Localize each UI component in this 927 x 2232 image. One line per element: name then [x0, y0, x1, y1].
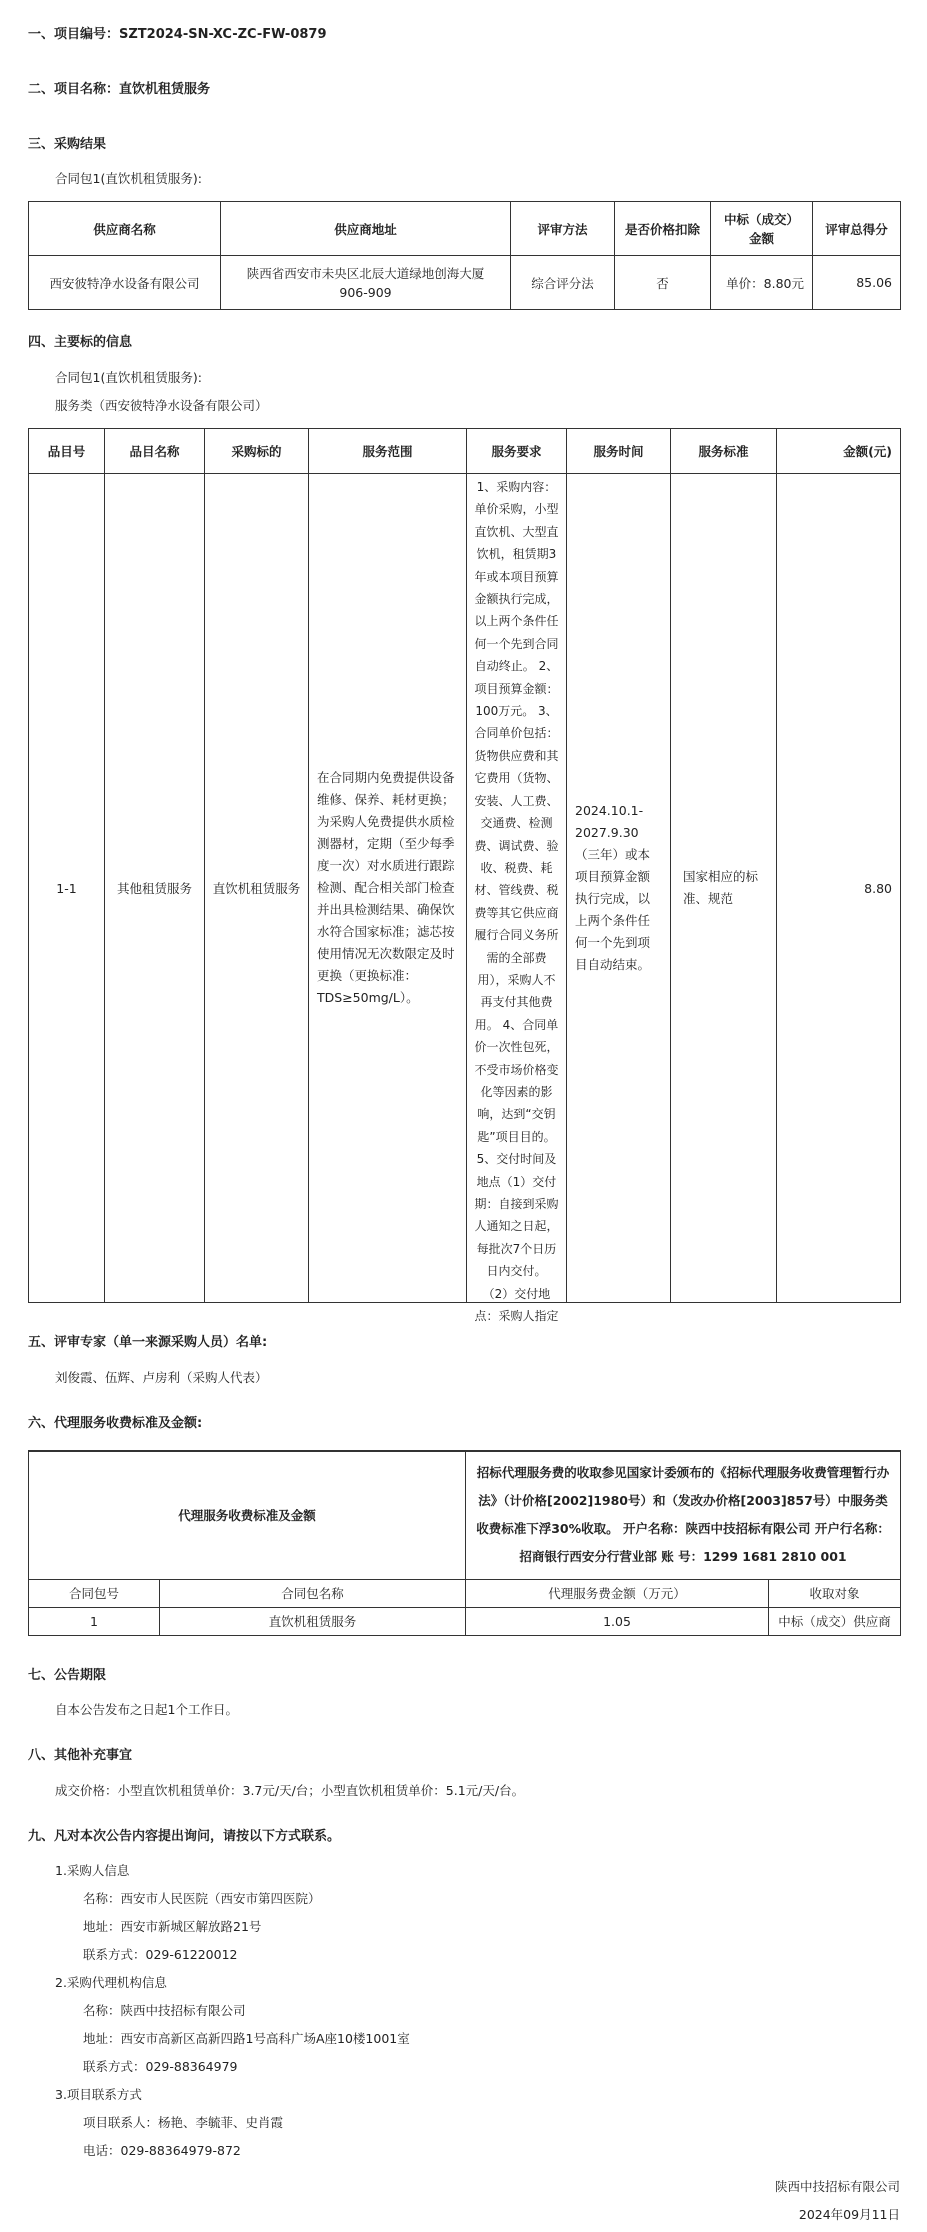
purchaser-name: 名称：西安市人民医院（西安市第四医院） [83, 1891, 321, 1906]
table-row: 1-1 其他租赁服务 直饮机租赁服务 在合同期内免费提供设备维修、保养、耗材更换；为采购人免费提供水质检测器材，定期（至少每季度一次）对水质进行跟踪检测、配合相关部门检查并出具检测结果、确保饮水符合国家标准；滤芯按使用情况无次数限定及时更换（更换标准：TDS≥50mg/L）。 1、采购内容：单价采购，小型直饮机、大型直饮机，租赁期3年或本项目预算金额执行完成，以上两个条件任何一个先到合同自动终止。 2、项目预算金额：100万元。 3、合同单价包括：货物供应费和其它费用（货物、安装、人工费、交通费、检测费、调试费、验收、税费、耗材、管线费、税费等其它供应商履行合同义务所需的全部费用），采购人不再支付其他费用。 4、合同单价一次性包死，不受市场价格变化等因素的影响，达到“交钥匙”项目目的。 5、交付时间及地点（1）交付期：自接到采购人通知之日起，每批次7个日历日内交付。 （2）交付地点：采购人指定 2024.10.1-2027.9.30（三年）或本项目预算金额执行完成，以上两个条件任何一个先到项目自动结束。 国家相应的标准、规范 8.80 [29, 474, 901, 1303]
footer-org: 陕西中技招标有限公司 [774, 2179, 900, 2194]
contract-package-label-2: 合同包1(直饮机租赁服务): [55, 370, 202, 385]
service-category: 服务类（西安彼特净水设备有限公司） [55, 398, 268, 413]
section-7-heading: 七、公告期限 [28, 1668, 107, 1683]
fee-standard-row: 代理服务收费标准及金额 招标代理服务费的收取参见国家计委颁布的《招标代理服务收费管理暂行办法》（计价格[2002]1980号）和（发改办价格[2003]857号）中服务类收费标准下浮30%收取。 开户名称：陕西中技招标有限公司 开户行名称：招商银行西安分行营业部 账 号：1299 1681 2810 001 [29, 1451, 901, 1579]
subject-table [28, 428, 901, 1324]
footer-date: 2024年09月11日 [798, 2207, 900, 2222]
contract-package-label: 合同包1(直饮机租赁服务): [55, 171, 202, 186]
purchaser-phone: 联系方式：029-61220012 [83, 1947, 238, 1962]
project-contact-person: 项目联系人：杨艳、李毓菲、史肖霞 [83, 2115, 284, 2130]
section-6-heading: 六、代理服务收费标准及金额: [28, 1416, 203, 1431]
supplementary-info: 成交价格：小型直饮机租赁单价：3.7元/天/台；小型直饮机租赁单价：5.1元/天/台。 [55, 1783, 525, 1798]
project-name: 二、项目名称：直饮机租赁服务 [28, 82, 211, 97]
table-header-row: 合同包号 合同包名称 代理服务费金额（万元） 收取对象 [29, 1579, 901, 1607]
table-row: 西安彼特净水设备有限公司 陕西省西安市未央区北辰大道绿地创海大厦906-909 综合评分法 否 单价：8.80元 85.06 [29, 256, 901, 310]
section-9-heading: 九、凡对本次公告内容提出询问，请按以下方式联系。 [28, 1829, 341, 1844]
section-3-heading: 三、采购结果 [28, 137, 107, 152]
project-number: 一、项目编号：SZT2024-SN-XC-ZC-FW-0879 [28, 27, 327, 42]
project-contact-phone: 电话：029-88364979-872 [83, 2143, 241, 2158]
agency-phone: 联系方式：029-88364979 [83, 2059, 238, 2074]
announcement-period: 自本公告发布之日起1个工作日。 [55, 1702, 238, 1717]
purchaser-address: 地址：西安市新城区解放路21号 [83, 1919, 262, 1934]
table-header-row: 品目号 品目名称 采购标的 服务范围 服务要求 服务时间 服务标准 金额(元) [29, 429, 901, 474]
section-5-heading: 五、评审专家（单一来源采购人员）名单: [28, 1335, 268, 1350]
purchaser-info-title: 1.采购人信息 [55, 1863, 130, 1878]
section-8-heading: 八、其他补充事宜 [28, 1748, 133, 1763]
table-row: 1 直饮机租赁服务 1.05 中标（成交）供应商 [29, 1607, 901, 1635]
project-contact-title: 3.项目联系方式 [55, 2087, 142, 2102]
table-header-row: 供应商名称 供应商地址 评审方法 是否价格扣除 中标（成交） 金额 评审总得分 [29, 202, 901, 256]
expert-list: 刘俊霞、伍辉、卢房利（采购人代表） [55, 1370, 268, 1385]
agency-name: 名称：陕西中技招标有限公司 [83, 2003, 246, 2018]
agency-address: 地址：西安市高新区高新四路1号高科广场A座10楼1001室 [83, 2031, 410, 2046]
agency-info-title: 2.采购代理机构信息 [55, 1975, 167, 1990]
section-4-heading: 四、主要标的信息 [28, 335, 133, 350]
result-table [28, 201, 901, 310]
agency-fee-table [28, 1450, 901, 1636]
